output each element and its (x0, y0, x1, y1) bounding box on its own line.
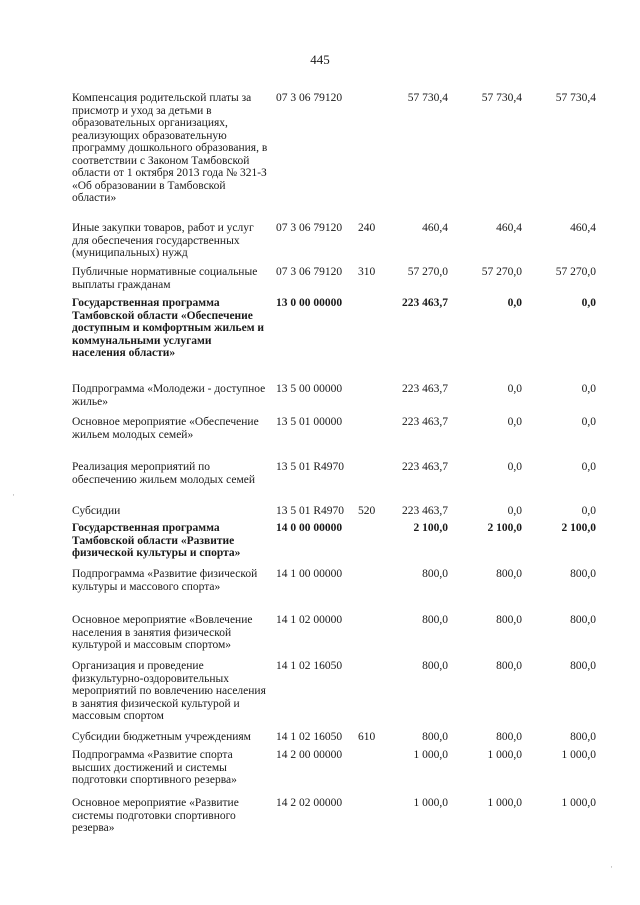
row-name: Субсидии бюджетным учреждениям (72, 731, 251, 743)
table-row (0, 266, 640, 291)
row-code: 14 1 00 00000 (276, 568, 343, 580)
table-row (0, 797, 640, 847)
row-amount-3: 0,0 (581, 297, 596, 309)
table-row (0, 749, 640, 791)
row-name: Государственная программа Тамбовской области «Обеспечение доступным и комфортным жильем и коммунальными услугами населения области» (72, 297, 265, 359)
row-code: 14 0 00 00000 (276, 522, 343, 534)
scan-mark: · (610, 862, 613, 872)
row-code: 07 3 06 79120 (276, 92, 343, 104)
row-name: Государственная программа Тамбовской области «Развитие физической культуры и спорта» (72, 522, 241, 559)
row-amount-1: 223 463,7 (402, 383, 448, 395)
row-amount-2: 0,0 (507, 461, 522, 473)
row-amount-1: 800,0 (422, 660, 448, 672)
row-amount-2: 57 730,4 (481, 92, 522, 104)
row-amount-2: 460,4 (496, 222, 522, 234)
row-amount-3: 57 270,0 (555, 266, 596, 278)
row-amount-1: 800,0 (422, 731, 448, 743)
row-amount-1: 223 463,7 (402, 461, 448, 473)
row-amount-3: 0,0 (581, 416, 596, 428)
row-expense-type: 240 (358, 222, 376, 234)
row-code: 13 5 01 R4970 (276, 461, 345, 473)
row-code: 13 5 00 00000 (276, 383, 343, 395)
row-amount-1: 460,4 (422, 222, 448, 234)
row-amount-3: 0,0 (581, 461, 596, 473)
row-amount-1: 223 463,7 (402, 505, 448, 517)
row-amount-2: 0,0 (507, 416, 522, 428)
row-amount-3: 460,4 (570, 222, 596, 234)
page-number: 445 (310, 52, 330, 67)
table-row (0, 731, 640, 745)
row-name: Иные закупки товаров, работ и услуг для обеспечения государственных (муниципальных) нужд (72, 222, 254, 259)
table-row (0, 416, 640, 456)
table-row (0, 461, 640, 501)
row-amount-3: 1 000,0 (561, 749, 596, 761)
row-amount-3: 0,0 (581, 383, 596, 395)
row-code: 14 2 00 00000 (276, 749, 343, 761)
row-amount-2: 57 270,0 (481, 266, 522, 278)
row-amount-3: 800,0 (570, 731, 596, 743)
table-row (0, 92, 640, 217)
table-row (0, 505, 640, 519)
row-amount-2: 800,0 (496, 614, 522, 626)
row-amount-2: 1 000,0 (487, 749, 522, 761)
row-amount-3: 0,0 (581, 505, 596, 517)
row-code: 13 5 01 R4970 (276, 505, 345, 517)
row-amount-1: 2 100,0 (413, 522, 448, 534)
row-amount-2: 1 000,0 (487, 797, 522, 809)
row-amount-1: 223 463,7 (402, 416, 448, 428)
row-amount-2: 800,0 (496, 660, 522, 672)
table-row (0, 297, 640, 382)
scan-mark: · (12, 490, 15, 500)
row-amount-3: 800,0 (570, 614, 596, 626)
row-code: 07 3 06 79120 (276, 266, 343, 278)
row-amount-2: 2 100,0 (487, 522, 522, 534)
row-name: Основное мероприятие «Вовлечение населения в занятия физической культурой и массовым спортом» (72, 614, 253, 651)
row-name: Субсидии (72, 505, 121, 517)
row-code: 07 3 06 79120 (276, 222, 343, 234)
row-amount-3: 800,0 (570, 568, 596, 580)
row-name: Организация и проведение физкультурно-оздоровительных мероприятий по вовлечению населения в занятия физической культурой и массовым спортом (72, 660, 266, 722)
row-expense-type: 610 (358, 731, 376, 743)
row-amount-2: 800,0 (496, 568, 522, 580)
row-code: 13 5 01 00000 (276, 416, 343, 428)
row-name: Реализация мероприятий по обеспечению жильем молодых семей (72, 461, 256, 486)
row-code: 14 1 02 16050 (276, 731, 343, 743)
row-code: 14 1 02 16050 (276, 660, 343, 672)
row-amount-3: 1 000,0 (561, 797, 596, 809)
row-name: Компенсация родительской платы за присмотр и уход за детьми в образовательных организациях, реализующих образовательную программу дошкольного образования, в соответствии с Законом Тамбовской области от 1 октября 2013 года № 321-З «Об образовании в Тамбовской области» (72, 92, 268, 204)
row-name: Основное мероприятие «Обеспечение жильем молодых семей» (72, 416, 259, 441)
row-name: Основное мероприятие «Развитие системы подготовки спортивного резерва» (72, 797, 239, 834)
row-amount-2: 0,0 (507, 505, 522, 517)
row-name: Подпрограмма «Развитие физической культуры и массового спорта» (72, 568, 258, 593)
row-amount-1: 800,0 (422, 568, 448, 580)
row-name: Подпрограмма «Развитие спорта высших достижений и системы подготовки спортивного резерва» (72, 749, 237, 786)
table-row (0, 522, 640, 562)
row-amount-1: 223 463,7 (402, 297, 448, 309)
row-expense-type: 310 (358, 266, 376, 278)
row-amount-3: 800,0 (570, 660, 596, 672)
row-amount-1: 1 000,0 (413, 749, 448, 761)
row-name: Подпрограмма «Молодежи - доступное жилье» (72, 383, 266, 408)
table-row (0, 614, 640, 656)
row-amount-1: 1 000,0 (413, 797, 448, 809)
table-row (0, 383, 640, 413)
row-amount-3: 57 730,4 (555, 92, 596, 104)
row-amount-1: 57 730,4 (407, 92, 448, 104)
row-amount-1: 800,0 (422, 614, 448, 626)
row-amount-2: 0,0 (507, 383, 522, 395)
row-amount-2: 0,0 (507, 297, 522, 309)
table-row (0, 660, 640, 730)
table-row (0, 222, 640, 262)
row-expense-type: 520 (358, 505, 376, 517)
row-code: 14 1 02 00000 (276, 614, 343, 626)
row-amount-3: 2 100,0 (561, 522, 596, 534)
row-amount-1: 57 270,0 (407, 266, 448, 278)
table-row (0, 568, 640, 610)
row-name: Публичные нормативные социальные выплаты гражданам (72, 266, 258, 291)
row-code: 14 2 02 00000 (276, 797, 343, 809)
row-code: 13 0 00 00000 (276, 297, 343, 309)
row-amount-2: 800,0 (496, 731, 522, 743)
